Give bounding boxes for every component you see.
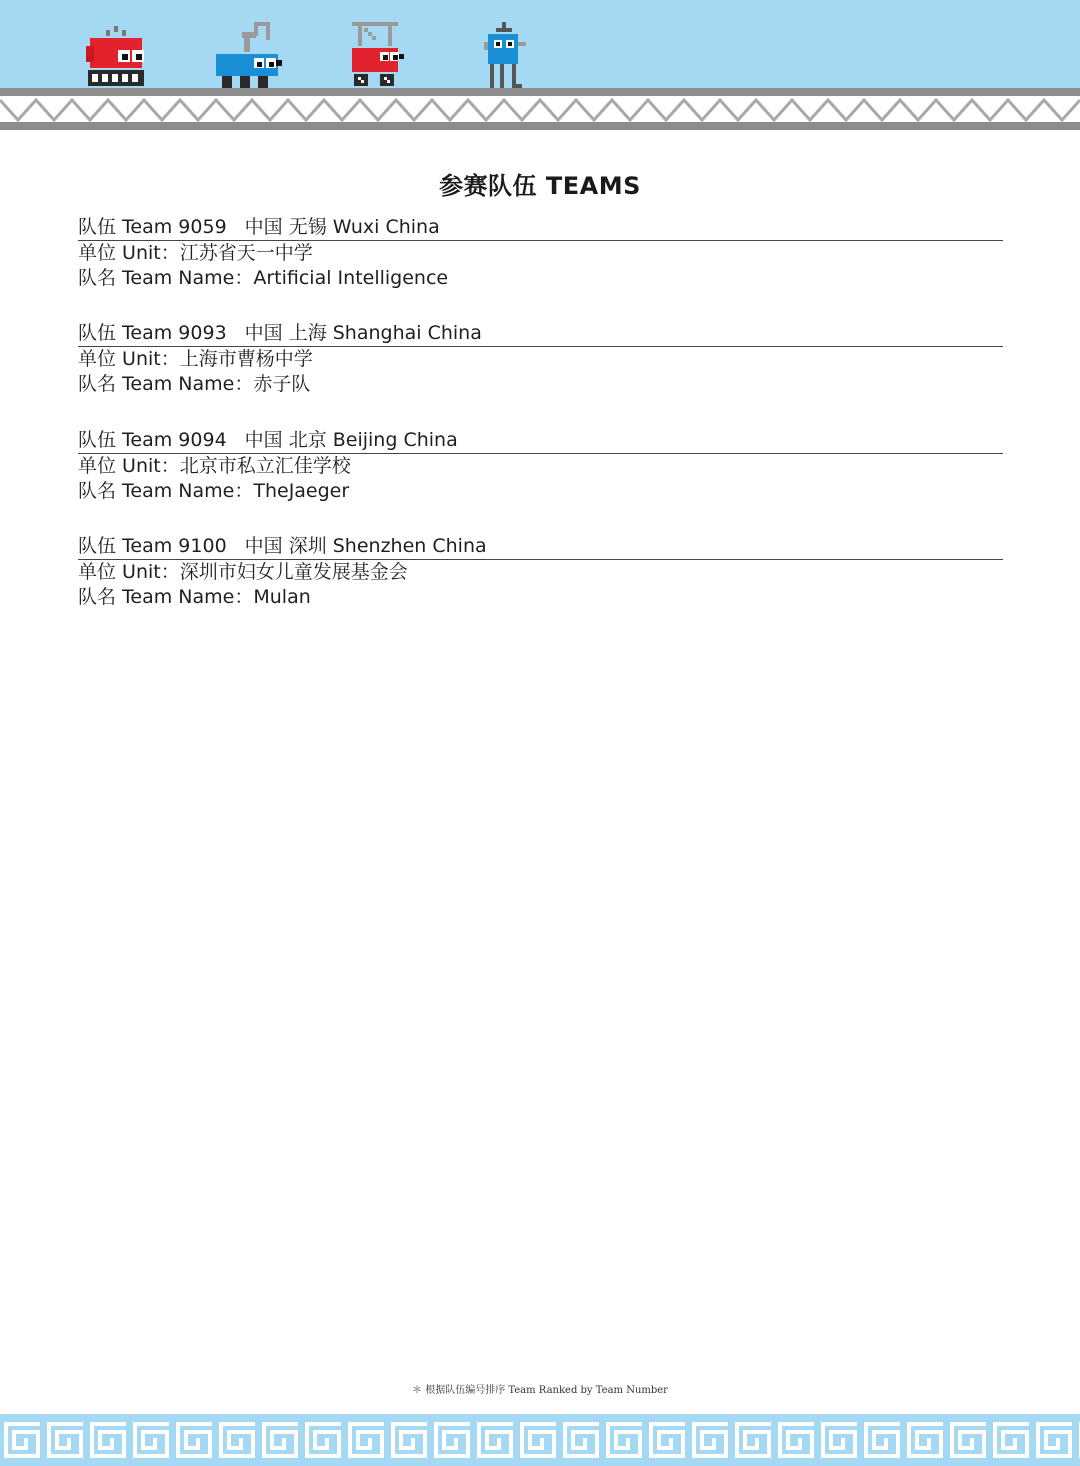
team-entry — [78, 321, 1003, 397]
team-location: 中国 深圳 Shenzhen China — [244, 535, 487, 557]
team-location: 中国 上海 Shanghai China — [244, 322, 482, 344]
header-banner — [0, 0, 1080, 92]
team-header — [78, 428, 1003, 454]
team-name: 队名 Team Name：赤子队 — [78, 373, 311, 395]
team-entry — [78, 534, 1003, 610]
red-crane-robot-icon — [350, 20, 406, 90]
team-number: 队伍 Team 9093 — [78, 322, 227, 344]
team-unit: 单位 Unit：江苏省天一中学 — [78, 242, 313, 264]
blue-walker-robot-icon — [482, 20, 534, 90]
team-entry — [78, 215, 1003, 291]
team-number: 队伍 Team 9059 — [78, 216, 227, 238]
team-header — [78, 321, 1003, 347]
team-name: 队名 Team Name：TheJaeger — [78, 480, 350, 502]
team-name: 队名 Team Name：Artificial Intelligence — [78, 267, 449, 289]
zigzag-truss-icon — [0, 98, 1080, 122]
rail-line-bottom — [0, 122, 1080, 130]
team-location: 中国 无锡 Wuxi China — [244, 216, 440, 238]
team-number: 队伍 Team 9094 — [78, 429, 227, 451]
team-location: 中国 北京 Beijing China — [244, 429, 458, 451]
red-tank-robot-icon — [84, 26, 150, 90]
team-unit: 单位 Unit：深圳市妇女儿童发展基金会 — [78, 561, 408, 583]
team-header — [78, 215, 1003, 241]
rail-track — [0, 88, 1080, 132]
meander-border — [0, 1414, 1080, 1466]
team-header — [78, 534, 1003, 560]
team-number: 队伍 Team 9100 — [78, 535, 227, 557]
team-unit: 单位 Unit：上海市曹杨中学 — [78, 348, 313, 370]
team-entry — [78, 428, 1003, 504]
footnote: ＊ 根据队伍编号排序 Team Ranked by Team Number — [412, 1385, 668, 1396]
rail-line-top — [0, 88, 1080, 96]
meander-pattern-icon — [0, 1414, 1080, 1466]
blue-car-robot-icon — [214, 20, 284, 90]
team-unit: 单位 Unit：北京市私立汇佳学校 — [78, 455, 351, 477]
page-title: 参赛队伍 TEAMS — [439, 172, 641, 200]
team-name: 队名 Team Name：Mulan — [78, 586, 311, 608]
